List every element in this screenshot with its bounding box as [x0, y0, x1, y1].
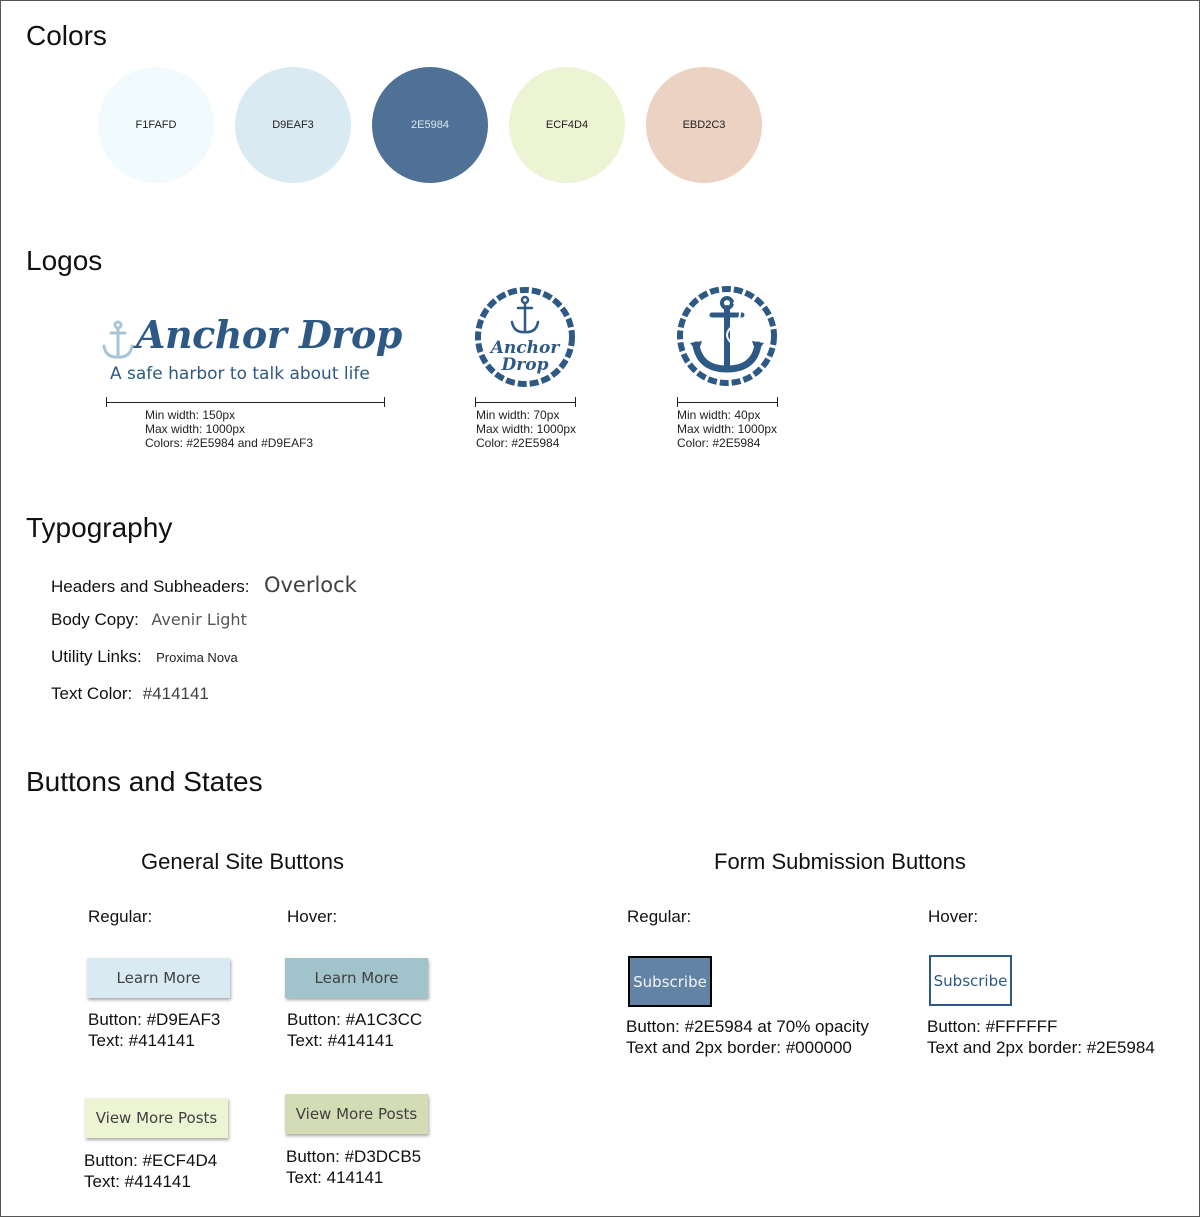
button-spec [287, 1009, 422, 1051]
measure-tick [575, 397, 576, 407]
colors-heading: Colors [26, 20, 107, 51]
wordmark-name: Anchor Drop [136, 312, 402, 357]
general-buttons-title: General Site Buttons [141, 849, 345, 874]
button-spec [626, 1016, 869, 1058]
subscribe-button-hover[interactable]: Subscribe [929, 955, 1012, 1006]
button-spec [84, 1150, 217, 1192]
state-label-regular: Regular: [627, 907, 692, 926]
spec-line: Text: #414141 [88, 1031, 195, 1050]
typography-sample: Avenir Light [151, 610, 247, 629]
color-swatch [98, 67, 214, 183]
spec-line: Button: #ECF4D4 [84, 1151, 218, 1170]
spec-line: Button: #FFFFFF [927, 1017, 1058, 1036]
spec-line: Min width: 150px [145, 408, 236, 422]
spec-line: Text: #414141 [84, 1172, 191, 1191]
wordmark-specs [145, 408, 313, 450]
measure-tick [777, 397, 778, 407]
anchor-drop-badge-logo [472, 284, 578, 390]
spec-line: Button: #D9EAF3 [88, 1010, 221, 1029]
anchor-icon-logo [674, 283, 780, 389]
measure-tick [384, 397, 385, 407]
spec-line: Button: #D3DCB5 [286, 1147, 422, 1166]
spec-line: Button: #A1C3CC [287, 1010, 423, 1029]
color-swatch-label: F1FAFD [135, 119, 177, 131]
spec-line: Colors: #2E5984 and #D9EAF3 [145, 436, 314, 450]
measure-tick [475, 397, 476, 407]
spec-line: Text: #414141 [287, 1031, 394, 1050]
measure-tick [106, 397, 107, 407]
state-label-regular: Regular: [88, 907, 153, 926]
color-swatch-label: EBD2C3 [682, 119, 726, 131]
state-label-hover: Hover: [287, 907, 338, 926]
learn-more-button-hover[interactable]: Learn More [285, 958, 428, 998]
color-swatch [235, 67, 351, 183]
typography-utility-row [51, 647, 238, 667]
spec-line: Button: #2E5984 at 70% opacity [626, 1017, 869, 1036]
view-more-posts-button-hover[interactable]: View More Posts [285, 1094, 428, 1134]
color-swatch [372, 67, 488, 183]
measure-tick [677, 397, 678, 407]
badge-text-line2: Drop [501, 355, 549, 375]
learn-more-button-regular[interactable]: Learn More [87, 958, 230, 998]
typography-sample: Proxima Nova [156, 650, 238, 665]
button-spec [927, 1016, 1155, 1058]
typography-label: Headers and Subheaders: [51, 577, 250, 596]
width-measure-line [677, 402, 778, 403]
button-spec [88, 1009, 220, 1051]
form-buttons-title: Form Submission Buttons [714, 849, 966, 874]
color-swatch-label: 2E5984 [411, 119, 449, 131]
spec-line: Text and 2px border: #2E5984 [927, 1038, 1155, 1057]
spec-line: Max width: 1000px [145, 422, 246, 436]
spec-line: Text: 414141 [286, 1168, 384, 1187]
spec-line: Color: #2E5984 [476, 436, 560, 450]
state-label-hover: Hover: [928, 907, 979, 926]
spec-line: Color: #2E5984 [677, 436, 761, 450]
view-more-posts-button-regular[interactable]: View More Posts [85, 1098, 228, 1138]
width-measure-line [106, 402, 385, 403]
typography-headers-row [51, 573, 357, 597]
typography-heading: Typography [26, 512, 173, 543]
spec-line: Max width: 1000px [476, 422, 577, 436]
wordmark-tagline: A safe harbor to talk about life [110, 364, 370, 384]
logos-heading: Logos [26, 245, 103, 276]
light-anchor-icon [100, 320, 140, 362]
color-swatch [509, 67, 625, 183]
spec-line: Text and 2px border: #000000 [626, 1038, 852, 1057]
typography-label: Utility Links: [51, 647, 142, 666]
typography-label: Body Copy: [51, 610, 139, 629]
typography-sample: Overlock [263, 573, 357, 597]
width-measure-line [475, 402, 576, 403]
color-swatch-label: ECF4D4 [545, 119, 589, 131]
subscribe-button-regular[interactable]: Subscribe [628, 956, 712, 1007]
typography-sample: #414141 [142, 684, 209, 703]
spec-line: Min width: 40px [677, 408, 761, 422]
typography-color-row [51, 684, 209, 704]
badge-text-line1: Anchor [490, 338, 560, 358]
anchor-drop-wordmark-logo [100, 312, 402, 388]
typography-body-row [51, 610, 247, 630]
spec-line: Max width: 1000px [677, 422, 778, 436]
typography-label: Text Color: [51, 684, 133, 703]
badge-specs [476, 408, 576, 450]
color-swatch [646, 67, 762, 183]
color-swatch-label: D9EAF3 [272, 119, 314, 131]
buttons-heading: Buttons and States [26, 766, 263, 797]
button-spec [286, 1146, 421, 1188]
spec-line: Min width: 70px [476, 408, 560, 422]
icon-specs [677, 408, 777, 450]
